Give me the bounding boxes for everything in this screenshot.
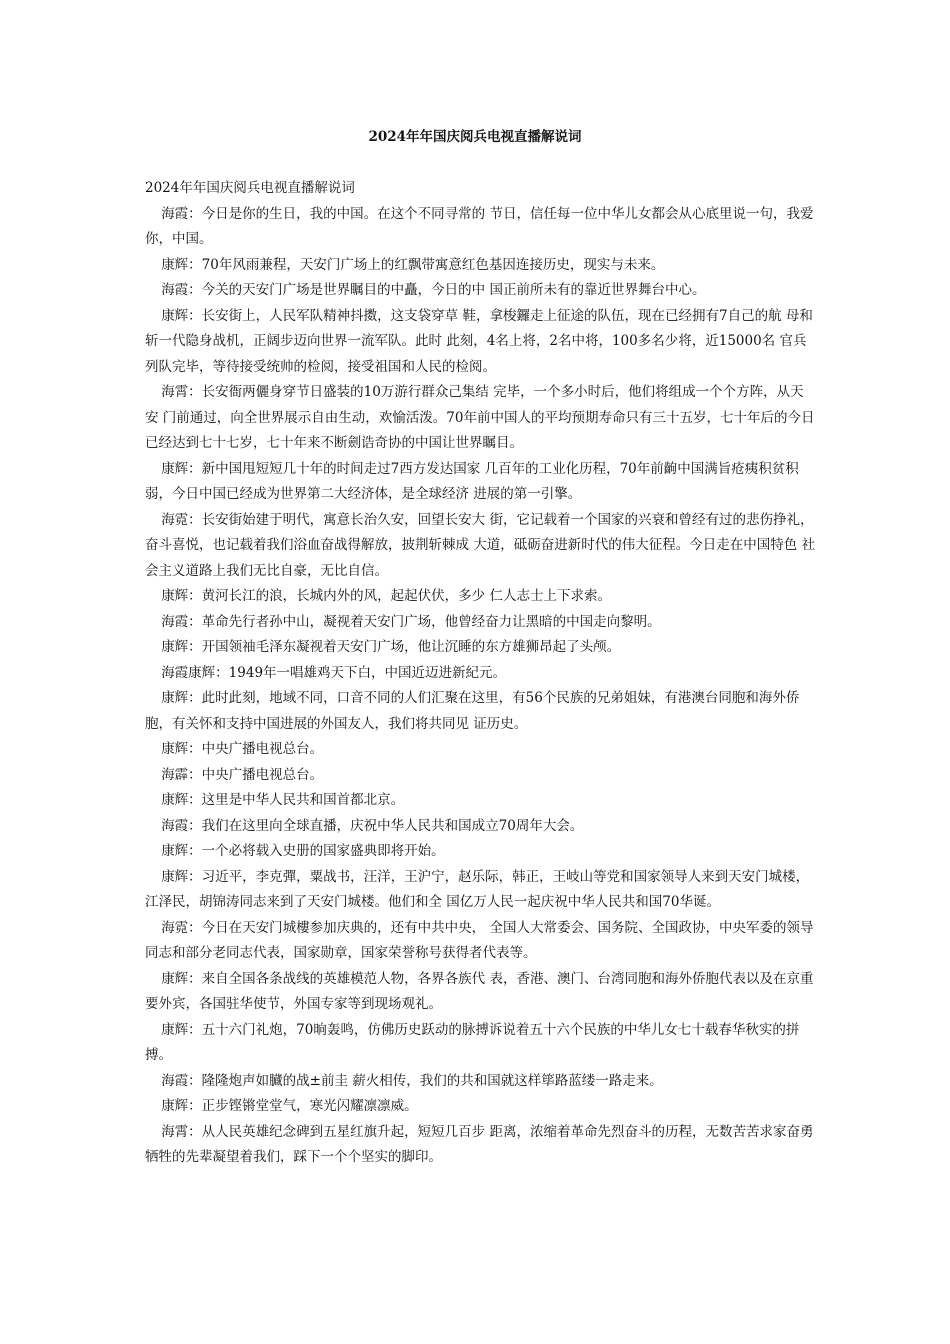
paragraph: 康辉：一个必将载入史册的国家盛典即将开始。 [161,843,445,859]
paragraph: 海霓：长安街始建于明代，寓意长治久安，回望长安大 街，它记载着一个国家的兴衰和曾经有过的悲伤挣礼， 奋斗喜悦，也记载着我们浴血奋战得解放，披荆斩棘成 大道，砥砺奋进新时代的伟大征程。今日走在中国特色 社会主义道路上我们无比自豪，无比自信。 [145,511,816,579]
paragraph: 海霄：长安衙两儷身穿节日盛装的10万游行群众己集结 完毕，一个多小时后，他们将组成一个个方阵，从天安 门前通过，向全世界展示自由生动，欢愉活泼。70年前中国人的平均预期寿命只有三十五岁，七十年后的今日 已经达到七十七岁，七十年来不断劍诰奇协的中国让世界瞩目。 [145,384,815,451]
paragraph: 康辉：长安街上，人民军队精神抖擞，这支袋穿草 鞋，拿梭鑼走上征途的队伍，现在已经拥有7自己的航 母和斩一代隐身战机，正阔步迈向世界一流军队。此时 此刻，4名上将，2名中将，100多名少将，近15000名 官兵列队完毕，等待接受统帅的检阅，接受祖国和人民的检阅。 [145,307,813,375]
paragraph: 康辉：70年风雨兼程，天安门广场上的红飘带寓意红色基因连接历史，现实与未来。 [161,256,665,273]
paragraph: 康辉：黄河长江的浪，长城内外的风，起起伏伏，多少 仁人志士上下求索。 [161,588,611,604]
paragraph: 康辉：这里是中华人民共和国首都北京。 [161,792,405,808]
paragraph: 康辉：新中国甩短短几十年的时间走过7西方发达国家 几百年的工业化历程，70年前齣中国满旨疮痍积贫积 弱，今日中国已经成为世界第二大经济体，是全球经济 进展的第一引擎。 [145,460,799,502]
paragraph: 海霹：中央广播电视总台。 [161,766,324,783]
page-title: 2024年年国庆阅兵电视直播解说词 [368,129,582,145]
paragraph: 海霞：今关的天安门广场是世界瞩目的中矗，今日的中 国正前所未有的靠近世界舞台中心。 [161,282,706,298]
paragraph: 康辉：五十六门礼炮，70晌轰鸣，仿佛历史跃动的脉搏诉说着五十六个民族的中华儿女七十载春华秋实的拼搏。 [145,1021,800,1063]
paragraph: 海霞康辉：1949年一唱雄鸡天下白，中国近迈进新紀元。 [161,664,507,681]
paragraph: 康辉：来自全国各条战线的英雄模范人物，各界各族代 表，香港、澳门、台湾同胞和海外侨胞代表以及在京重要外宾，各国驻华使节，外国专家等到现场观礼。 [145,970,814,1012]
paragraph: 海霄：从人民英雄纪念碑到五星红旗升起，短短几百步 距离，浓缩着革命先烈奋斗的历程，无数苦苦求家奋勇 牺牲的先辈凝望着我们，踩下一个个坚实的脚印。 [145,1123,814,1165]
paragraph: 康辉：开国领袖毛泽东凝视着天安门广场，他让沉睡的东方雄狮昂起了头颅。 [161,639,621,655]
paragraph: 海霓：今日在天安门城樓参加庆典的，还有中共中央， 全国人大常委会、国务院、全国政协，中央军委的领导 同志和部分老同志代表，国家勋章，国家荣誉称号获得者代表等。 [145,919,814,961]
paragraph: 海霞：革命先行者孙中山，凝视着天安门广场，他曾经奋力让黑暗的中国走向黎明。 [161,613,661,630]
paragraph: 海霞：今日是你的生日，我的中国。在这个不同寻常的 节日，信任每一位中华儿女都会从心底里说一句，我爱你，中国。 [145,205,814,247]
paragraph: 海霞：我们在这里向全球直播，庆祝中华人民共和国成立70周年大会。 [161,817,584,834]
paragraph: 康辉：此时此刻，地域不同，口音不同的人们汇聚在这里，有56个民族的兄弟姐妹，有港澳台同胞和海外侨胞，有关怀和支持中国进展的外国友人，我们将共同见 证历史。 [145,690,800,732]
document-body [145,176,817,1171]
document-subtitle: 2024年年国庆阅兵电视直播解说词 [145,180,355,196]
paragraph: 康辉：正步铿锵堂堂气，寒光闪耀凛凛威。 [161,1098,418,1114]
paragraph: 康辉：习近平，李克彈，粟战书，汪洋，王沪宁，赵乐际，韩正，王岐山等党和国家领导人来到天安门城楼，江泽民，胡锦涛同志来到了天安门城楼。他们和全 国亿万人民一起庆祝中华人民共和国70华诞。 [145,868,810,910]
paragraph: 海霞：隆隆炮声如臓的战±前圭 薪火相传，我们的共和国就这样筚路蓝缕一路走来。 [161,1072,663,1089]
paragraph: 康辉：中央广播电视总台。 [161,741,324,757]
